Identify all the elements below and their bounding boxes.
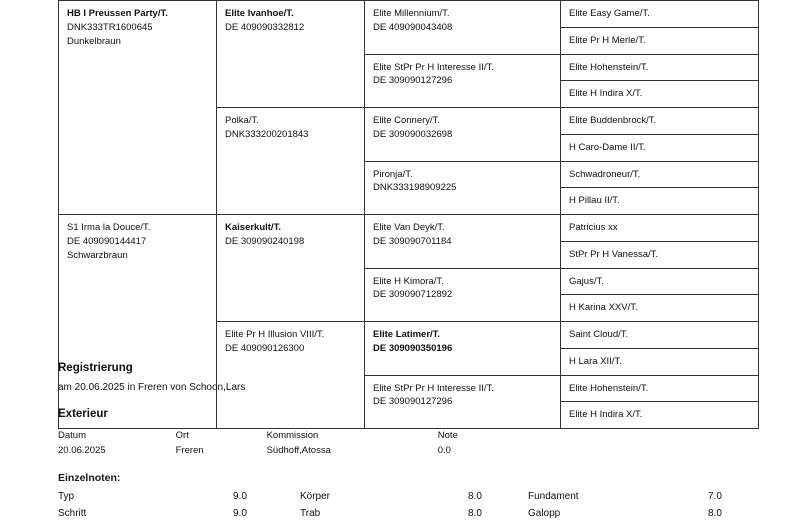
note-label: Schritt — [58, 508, 87, 519]
pedigree-cell-gen4 — [561, 268, 759, 295]
note-label: Typ — [58, 491, 75, 502]
pedigree-cell-gen1 — [59, 215, 217, 429]
note-label: Galopp — [528, 508, 561, 519]
horse-id: DNK333TR1600645 — [67, 21, 153, 33]
horse-name: Elite StPr Pr H Interesse II/T. — [373, 382, 494, 394]
exterieur-title: Exterieur — [58, 408, 108, 420]
horse-name: Elite Buddenbrock/T. — [569, 115, 657, 127]
note-label: Fundament — [528, 491, 579, 502]
pedigree-cell-gen4 — [561, 134, 759, 161]
horse-name: Elite Latimer/T. — [373, 329, 441, 341]
horse-name: Kaiserkult/T. — [225, 222, 281, 234]
horse-id: DE 309090127296 — [373, 75, 453, 87]
pedigree-cell-gen4 — [561, 161, 759, 188]
horse-name: HB I Preussen Party/T. — [67, 8, 168, 19]
pedigree-cell-gen4 — [561, 54, 759, 81]
pedigree-cell-gen3 — [365, 215, 561, 269]
note-value: 8.0 — [708, 508, 722, 519]
horse-id: DE 309090712892 — [373, 289, 453, 301]
table-row — [58, 505, 758, 520]
pedigree-cell-gen4 — [561, 322, 759, 349]
cell-note: 0.0 — [437, 445, 451, 456]
pedigree-cell-gen4 — [561, 295, 759, 322]
pedigree-cell-gen2 — [217, 215, 365, 322]
pedigree-cell-gen2 — [217, 108, 365, 215]
einzelnoten-table — [58, 488, 758, 520]
table-row — [58, 443, 518, 458]
pedigree-cell-gen3 — [365, 268, 561, 322]
horse-name: H Karina XXV/T. — [569, 302, 638, 314]
exterieur-section — [58, 408, 758, 520]
horse-name: Patricius xx — [569, 222, 618, 234]
registrierung-section — [58, 362, 758, 393]
table-row — [58, 488, 758, 505]
table-row — [59, 1, 759, 28]
horse-name: H Caro-Dame II/T. — [569, 141, 646, 153]
pedigree-cell-gen4 — [561, 81, 759, 108]
horse-id: DNK333200201843 — [225, 128, 309, 140]
pedigree-cell-gen3 — [365, 108, 561, 162]
pedigree-cell-gen4 — [561, 108, 759, 135]
horse-name: Elite Pr H Illusion VIII/T. — [225, 329, 325, 341]
horse-name: Elite Van Deyk/T. — [373, 222, 445, 234]
horse-name: Elite Easy Game/T. — [569, 8, 650, 19]
note-label: Trab — [300, 508, 321, 519]
pedigree-cell-gen1 — [59, 1, 217, 215]
exterieur-table-body — [58, 443, 518, 458]
horse-name: Elite H Kimora/T. — [373, 275, 444, 287]
horse-name: StPr Pr H Vanessa/T. — [569, 248, 659, 260]
horse-id: DE 309090701184 — [373, 235, 452, 247]
horse-name: Elite Millennium/T. — [373, 8, 450, 19]
horse-name: Elite Connery/T. — [373, 115, 441, 127]
horse-name: Polka/T. — [225, 115, 259, 127]
horse-id: DE 409090043408 — [373, 21, 453, 33]
note-value: 7.0 — [708, 491, 722, 502]
note-label: Körper — [300, 491, 331, 502]
registrierung-line: am 20.06.2025 in Freren von Schoon,Lars — [58, 382, 246, 393]
pedigree-cell-gen3 — [365, 54, 561, 108]
horse-color: Schwarzbraun — [67, 249, 128, 261]
horse-id: DE 409090332812 — [225, 21, 305, 33]
exterieur-table-head — [58, 428, 518, 443]
pedigree-cell-gen3 — [365, 1, 561, 55]
horse-name: Schwadroneur/T. — [569, 168, 641, 180]
horse-name: Elite Pr H Merle/T. — [569, 34, 646, 46]
note-value: 8.0 — [468, 491, 482, 502]
horse-id: DE 309090350196 — [373, 342, 453, 354]
horse-id: DE 409090126300 — [225, 342, 305, 354]
horse-name: H Pillau II/T. — [569, 195, 620, 207]
pedigree-cell-gen4 — [561, 215, 759, 242]
horse-id: DE 309090127296 — [373, 396, 453, 408]
horse-id: DE 409090144417 — [67, 235, 147, 247]
horse-name: S1 Irma la Douce/T. — [67, 222, 151, 234]
horse-id: DNK333198909225 — [373, 182, 457, 194]
note-value: 9.0 — [233, 491, 247, 502]
horse-id: DE 309090240198 — [225, 235, 305, 247]
column-header-note: Note — [437, 430, 458, 441]
column-header-ort: Ort — [175, 430, 189, 441]
horse-name: Elite H Indira X/T. — [569, 409, 643, 421]
note-value: 9.0 — [233, 508, 247, 519]
horse-color: Dunkelbraun — [67, 35, 121, 47]
horse-name: Elite Hohenstein/T. — [569, 61, 649, 73]
table-row — [59, 215, 759, 242]
column-header-datum: Datum — [58, 430, 86, 441]
einzelnoten-body — [58, 488, 758, 520]
column-header-kommission: Kommission — [266, 430, 319, 441]
horse-name: Elite Hohenstein/T. — [569, 382, 649, 394]
pedigree-cell-gen3 — [365, 161, 561, 215]
horse-name: Elite H Indira X/T. — [569, 88, 643, 100]
horse-name: Gajus/T. — [569, 275, 604, 287]
pedigree-cell-gen4 — [561, 27, 759, 54]
horse-name: H Lara XII/T. — [569, 355, 622, 367]
einzelnoten-title: Einzelnoten: — [58, 472, 121, 484]
note-value: 8.0 — [468, 508, 482, 519]
horse-id: DE 309090032698 — [373, 128, 453, 140]
pedigree-cell-gen4 — [561, 1, 759, 28]
horse-name: Elite StPr Pr H Interesse II/T. — [373, 61, 494, 73]
cell-datum: 20.06.2025 — [58, 445, 106, 456]
registrierung-title: Registrierung — [58, 362, 133, 374]
pedigree-cell-gen4 — [561, 188, 759, 215]
pedigree-cell-gen2 — [217, 1, 365, 108]
pedigree-cell-gen4 — [561, 241, 759, 268]
exterieur-table — [58, 428, 518, 458]
cell-kommission: Südhoff,Atossa — [266, 445, 331, 456]
table-row — [58, 428, 518, 443]
horse-name: Elite Ivanhoe/T. — [225, 8, 294, 19]
horse-name: Saint Cloud/T. — [569, 329, 629, 341]
cell-ort: Freren — [175, 445, 204, 456]
horse-name: Pironja/T. — [373, 168, 413, 180]
